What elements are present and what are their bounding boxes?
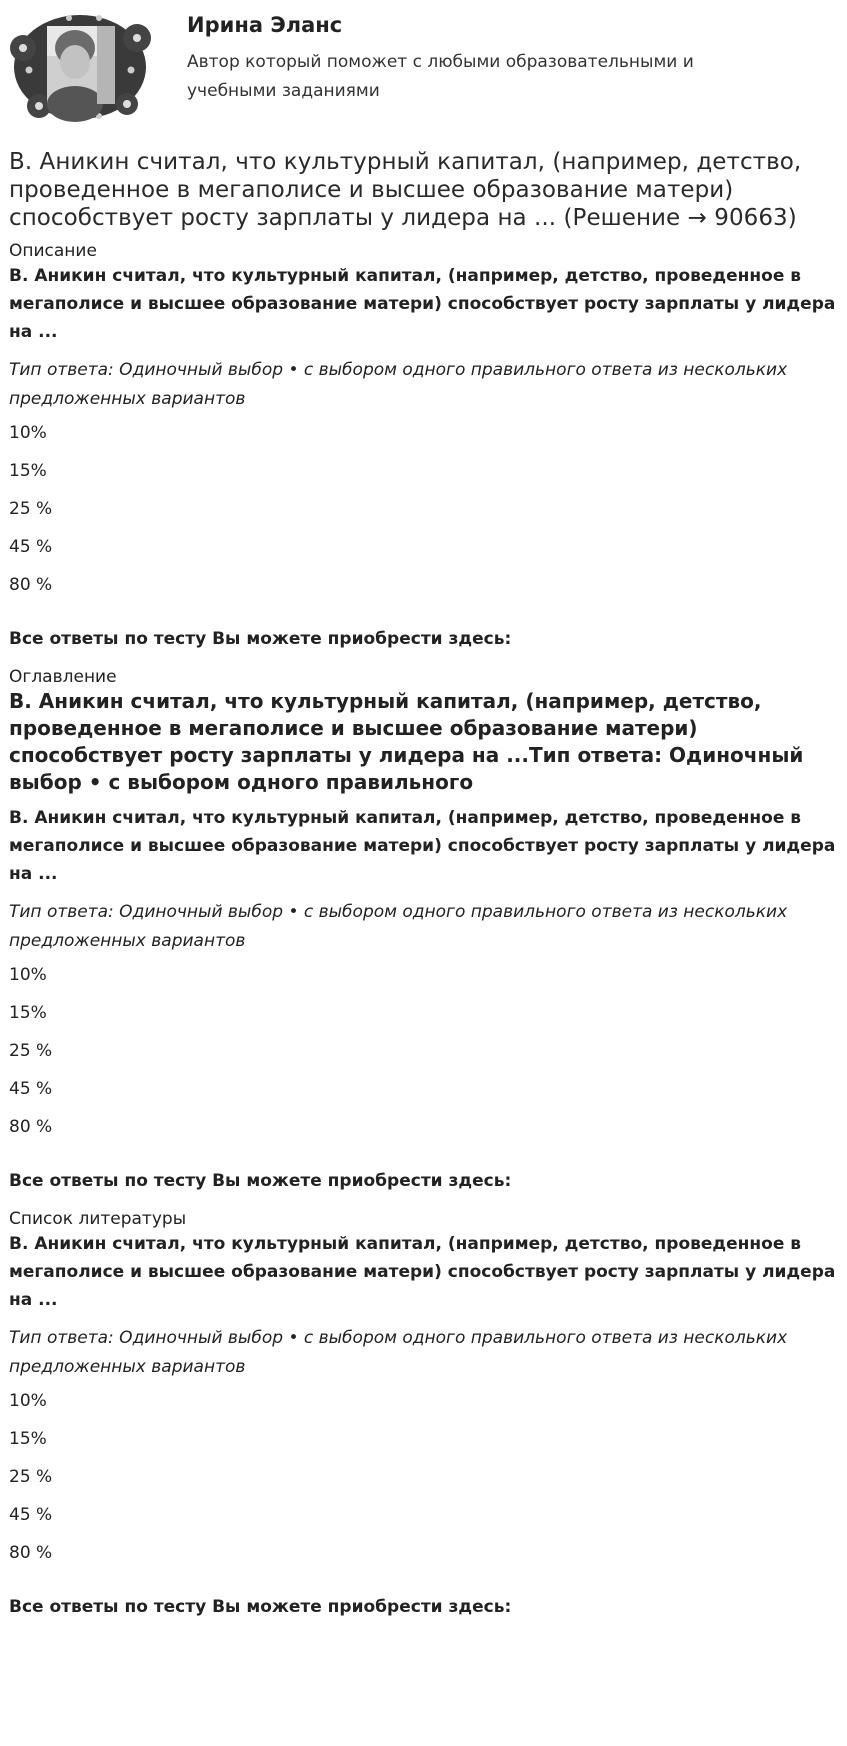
option-item: 80 %	[9, 1117, 53, 1137]
toc-section	[9, 666, 838, 1192]
author-info	[187, 8, 787, 106]
option-item: 15%	[9, 1429, 47, 1449]
literature-label: Список литературы	[9, 1209, 187, 1229]
options-list	[9, 1390, 838, 1564]
option-item: 45 %	[9, 537, 53, 557]
answer-type: Тип ответа: Одиночный выбор • с выбором одного правильного ответа из нескольких предложенных вариантов	[9, 360, 788, 409]
author-card	[9, 0, 838, 126]
option-item: 45 %	[9, 1505, 53, 1525]
option-item: 10%	[9, 423, 47, 443]
literature-section	[9, 1208, 838, 1618]
answer-type: Тип ответа: Одиночный выбор • с выбором одного правильного ответа из нескольких предложенных вариантов	[9, 902, 788, 951]
description-label: Описание	[9, 241, 97, 261]
description-section	[9, 240, 838, 650]
option-item: 10%	[9, 1391, 47, 1411]
options-list	[9, 964, 838, 1138]
option-item: 25 %	[9, 499, 53, 519]
buy-answers-text: Все ответы по тесту Вы можете приобрести здесь:	[9, 1597, 512, 1617]
option-item: 15%	[9, 1003, 47, 1023]
option-item: 80 %	[9, 1543, 53, 1563]
buy-answers-text: Все ответы по тесту Вы можете приобрести здесь:	[9, 1171, 512, 1191]
film-frame-avatar-icon	[9, 8, 151, 126]
question-text: В. Аникин считал, что культурный капитал, (например, детство, проведенное в мегаполисе и высшее образование матери) способствует росту зарплаты у лидера на ...	[9, 266, 836, 342]
option-item: 45 %	[9, 1079, 53, 1099]
avatar[interactable]	[9, 8, 151, 126]
options-list	[9, 422, 838, 596]
question-text: В. Аникин считал, что культурный капитал, (например, детство, проведенное в мегаполисе и высшее образование матери) способствует росту зарплаты у лидера на ...	[9, 808, 836, 884]
author-description: Автор который поможет с любыми образовательными и учебными заданиями	[187, 52, 694, 101]
option-item: 15%	[9, 461, 47, 481]
option-item: 80 %	[9, 575, 53, 595]
option-item: 25 %	[9, 1467, 53, 1487]
author-name[interactable]: Ирина Эланс	[187, 13, 343, 37]
option-item: 10%	[9, 965, 47, 985]
toc-heading: В. Аникин считал, что культурный капитал, (например, детство, проведенное в мегаполисе и высшее образование матери) способствует росту зарплаты у лидера на ...Тип ответа: Одиночный выбор • с выбором одного правильного	[9, 689, 804, 794]
buy-answers-text: Все ответы по тесту Вы можете приобрести здесь:	[9, 629, 512, 649]
answer-type: Тип ответа: Одиночный выбор • с выбором одного правильного ответа из нескольких предложенных вариантов	[9, 1328, 788, 1377]
page-title: В. Аникин считал, что культурный капитал, (например, детство, проведенное в мегаполисе и высшее образование матери) способствует росту зарплаты у лидера на ... (Решение → 90663)	[9, 149, 802, 231]
option-item: 25 %	[9, 1041, 53, 1061]
toc-label: Оглавление	[9, 667, 117, 687]
question-text: В. Аникин считал, что культурный капитал, (например, детство, проведенное в мегаполисе и высшее образование матери) способствует росту зарплаты у лидера на ...	[9, 1234, 836, 1310]
